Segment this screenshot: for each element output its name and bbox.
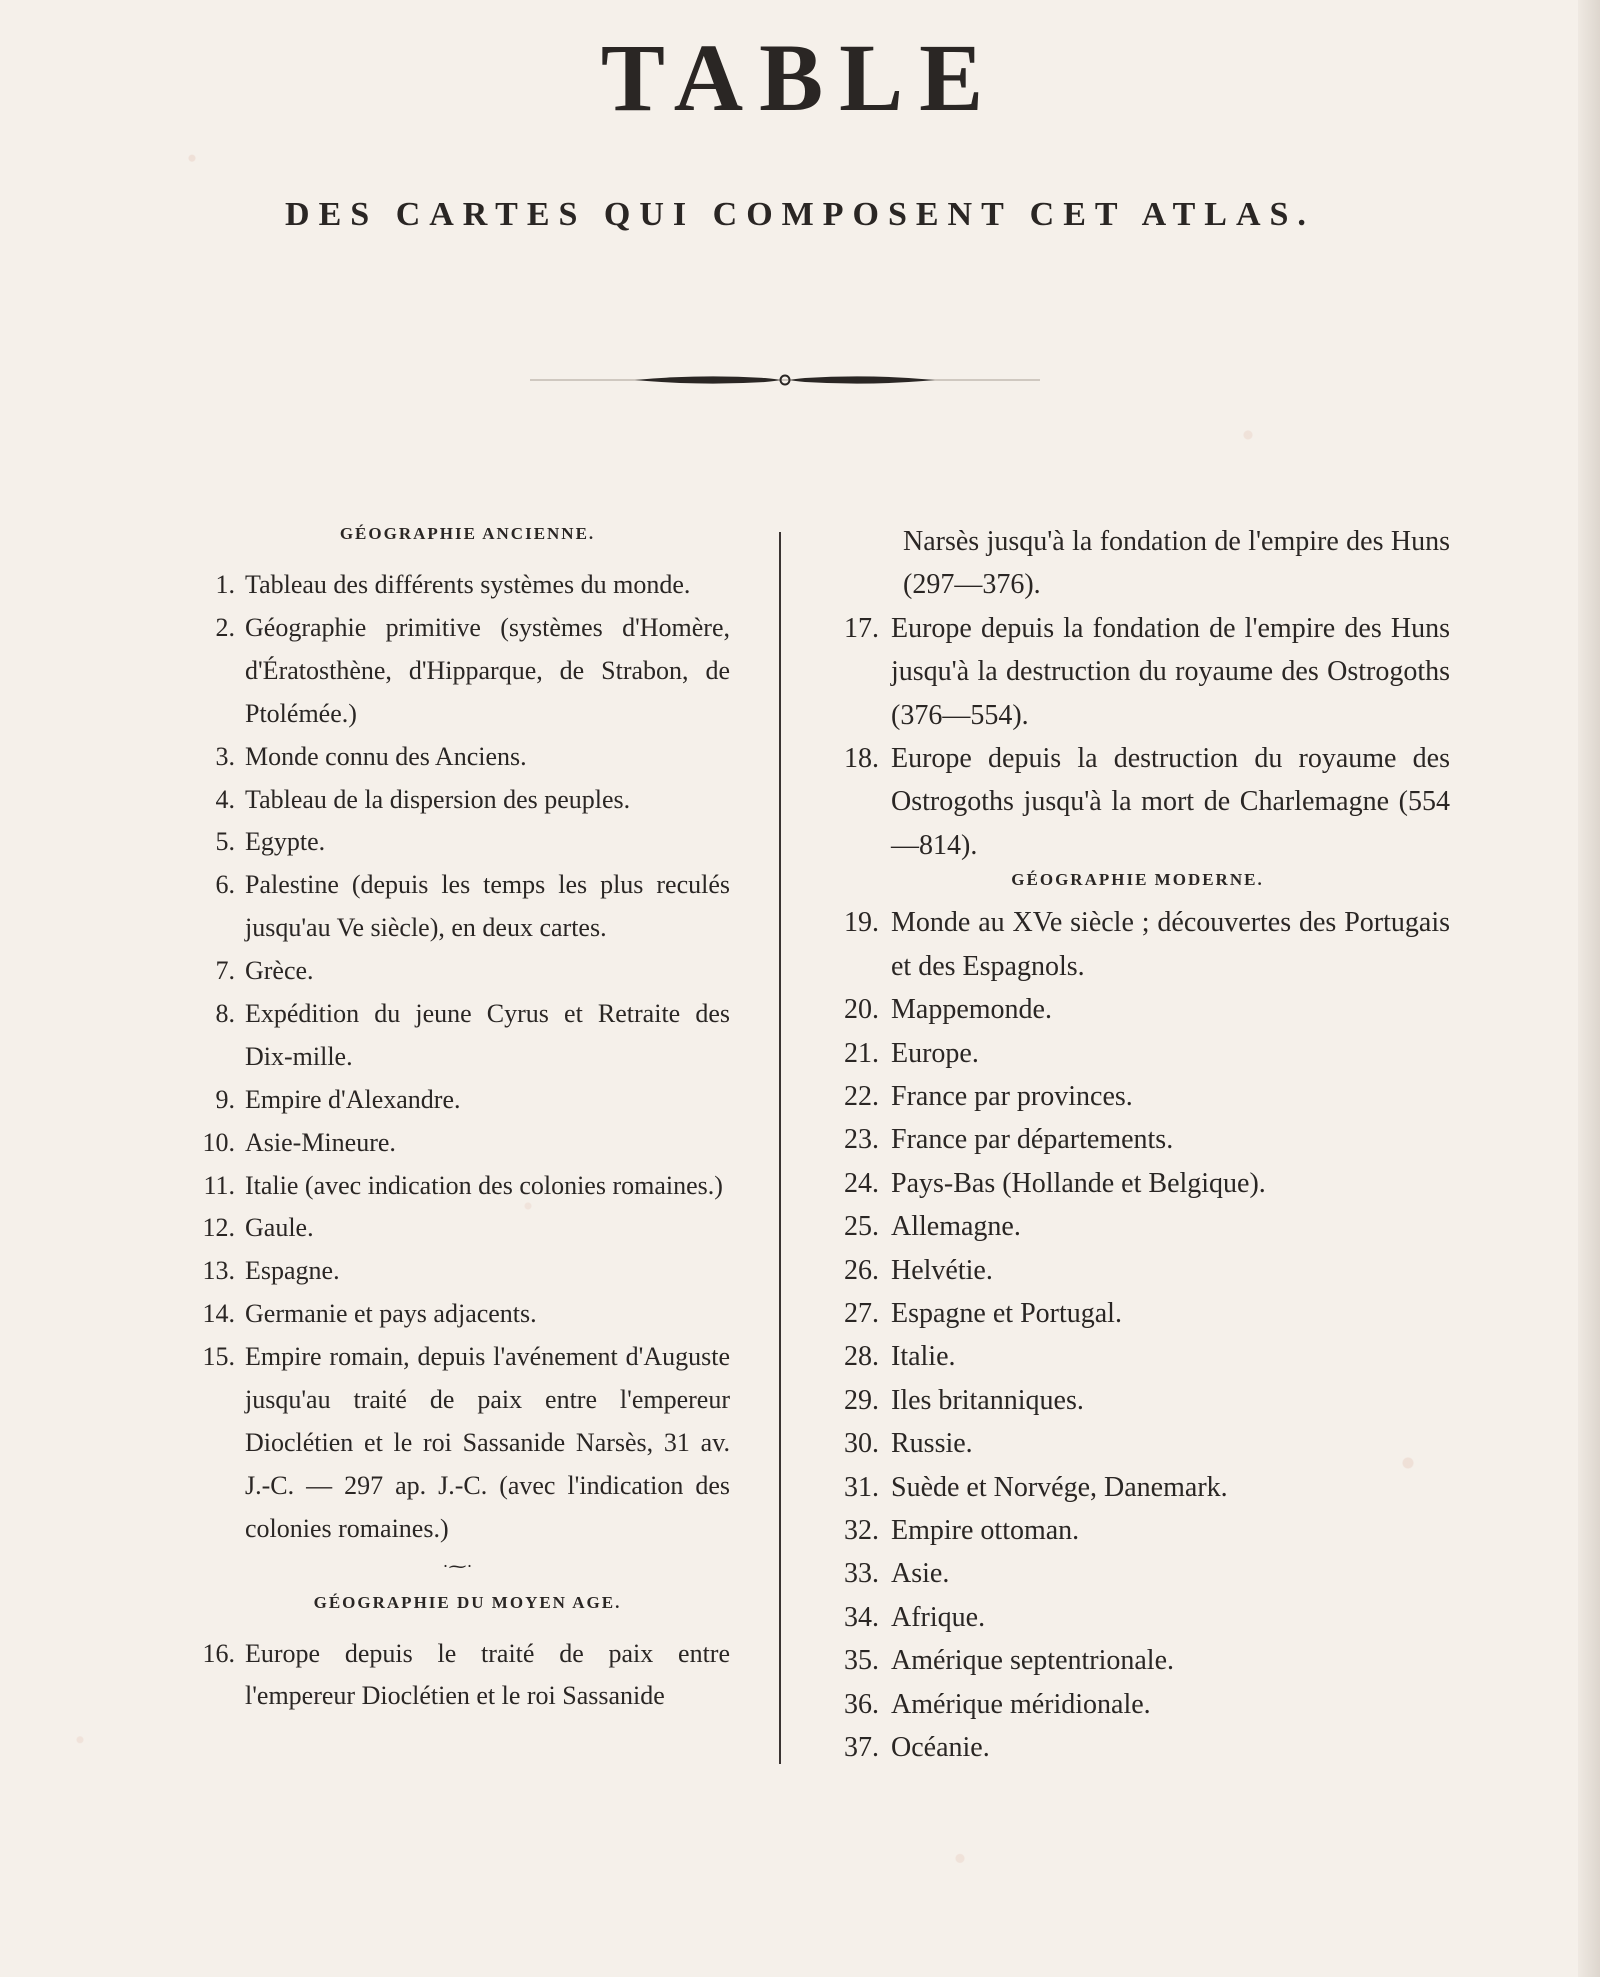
entry-number: 23. bbox=[844, 1124, 879, 1156]
entry-text: Palestine (depuis les temps les plus reculés jusqu'au Ve siècle), en deux cartes. bbox=[245, 870, 730, 943]
list-item bbox=[185, 821, 730, 864]
list-item bbox=[825, 1422, 1450, 1465]
entry-text: France par provinces. bbox=[891, 1081, 1133, 1113]
entry-text: Pays-Bas (Hollande et Belgique). bbox=[891, 1167, 1266, 1199]
list-item bbox=[185, 950, 730, 993]
entry-number: 17. bbox=[844, 612, 879, 644]
entry-number: 1. bbox=[215, 570, 235, 600]
entry-number: 20. bbox=[844, 994, 879, 1026]
list-item bbox=[825, 1162, 1450, 1205]
list-item bbox=[185, 1165, 730, 1208]
entry-text: Mappemonde. bbox=[891, 994, 1052, 1026]
entry-text: Grèce. bbox=[245, 956, 314, 986]
list-item bbox=[185, 1079, 730, 1122]
modern-list bbox=[825, 901, 1450, 1769]
list-item bbox=[825, 901, 1450, 988]
entry-number: 25. bbox=[844, 1211, 879, 1243]
list-item bbox=[825, 1118, 1450, 1161]
entry-text: Europe depuis la fondation de l'empire des Huns jusqu'à la destruction du royaume des Ostrogoths (376—554). bbox=[891, 612, 1450, 731]
entry-text: Asie. bbox=[891, 1558, 950, 1590]
entry-number: 9. bbox=[215, 1084, 235, 1114]
entry-text: Germanie et pays adjacents. bbox=[245, 1299, 537, 1329]
right-column bbox=[825, 520, 1450, 1769]
entry-text: Afrique. bbox=[891, 1601, 986, 1633]
entry-text: Italie. bbox=[891, 1341, 956, 1373]
page-edge bbox=[1578, 0, 1600, 1977]
ornament-divider bbox=[530, 364, 1040, 394]
entry-text: Gaule. bbox=[245, 1213, 314, 1243]
section-heading-ancient: GÉOGRAPHIE ANCIENNE. bbox=[339, 524, 596, 543]
list-item bbox=[185, 993, 730, 1079]
entry-number: 21. bbox=[844, 1037, 879, 1069]
list-item bbox=[185, 736, 730, 779]
list-item bbox=[825, 1249, 1450, 1292]
entry-number: 30. bbox=[844, 1428, 879, 1460]
list-item bbox=[825, 1726, 1450, 1769]
entry-number: 11. bbox=[203, 1170, 235, 1200]
entry-number: 12. bbox=[202, 1213, 235, 1243]
column-divider bbox=[779, 532, 781, 1764]
list-item bbox=[185, 1207, 730, 1250]
entry-text: Iles britanniques. bbox=[891, 1384, 1084, 1416]
entry-text: Tableau de la dispersion des peuples. bbox=[245, 784, 631, 814]
entry-number: 15. bbox=[202, 1342, 235, 1372]
entry-text: Europe depuis le traité de paix entre l'empereur Dioclétien et le roi Sassanide bbox=[245, 1638, 730, 1711]
entry-text: Monde au XVe siècle ; découvertes des Portugais et des Espagnols. bbox=[891, 907, 1450, 982]
list-item bbox=[825, 1379, 1450, 1422]
entry-text: Asie-Mineure. bbox=[245, 1127, 396, 1157]
list-item bbox=[825, 988, 1450, 1031]
list-item bbox=[825, 1509, 1450, 1552]
entry-text: France par départements. bbox=[891, 1124, 1174, 1156]
list-item bbox=[185, 1633, 730, 1719]
entry-number: 2. bbox=[215, 612, 235, 642]
section-heading-middle-ages: GÉOGRAPHIE DU MOYEN AGE. bbox=[313, 1592, 622, 1612]
entry-number: 3. bbox=[215, 741, 235, 771]
entry-text: Suède et Norvége, Danemark. bbox=[891, 1471, 1228, 1503]
entry-number: 34. bbox=[844, 1601, 879, 1633]
list-item bbox=[185, 607, 730, 736]
entry-number: 14. bbox=[202, 1299, 235, 1329]
ancient-list bbox=[185, 564, 730, 1550]
entry-number: 13. bbox=[202, 1256, 235, 1286]
entry-number: 32. bbox=[844, 1514, 879, 1546]
list-item bbox=[825, 607, 1450, 737]
entry-number: 33. bbox=[844, 1558, 879, 1590]
entry-text: Espagne et Portugal. bbox=[891, 1297, 1122, 1329]
entry-text: Allemagne. bbox=[891, 1211, 1021, 1243]
middle-ages-list bbox=[825, 607, 1450, 867]
list-item bbox=[825, 1596, 1450, 1639]
entry-text: Italie (avec indication des colonies romaines.) bbox=[245, 1170, 723, 1200]
entry-number: 5. bbox=[215, 827, 235, 857]
entry-number: 7. bbox=[215, 956, 235, 986]
entry-text: Russie. bbox=[891, 1428, 973, 1460]
entry-text: Monde connu des Anciens. bbox=[245, 741, 527, 771]
list-item bbox=[185, 1122, 730, 1165]
entry-number: 29. bbox=[844, 1384, 879, 1416]
list-item bbox=[825, 1335, 1450, 1378]
entry-text: Géographie primitive (systèmes d'Homère, d'Ératosthène, d'Hipparque, de Strabon, de Ptolémée.) bbox=[245, 612, 730, 728]
entry-text: Europe depuis la destruction du royaume des Ostrogoths jusqu'à la mort de Charlemagne (554—814). bbox=[891, 742, 1450, 861]
entry-number: 24. bbox=[844, 1167, 879, 1199]
list-item bbox=[825, 1032, 1450, 1075]
entry-text: Océanie. bbox=[891, 1731, 990, 1763]
entry-number: 36. bbox=[844, 1688, 879, 1720]
list-item bbox=[825, 1683, 1450, 1726]
list-item bbox=[185, 779, 730, 822]
entry-number: 19. bbox=[844, 907, 879, 939]
list-item bbox=[825, 737, 1450, 867]
entry-number: 16. bbox=[202, 1638, 235, 1668]
entry-number: 28. bbox=[844, 1341, 879, 1373]
left-column bbox=[185, 520, 730, 1718]
entry-text: Europe. bbox=[891, 1037, 979, 1069]
section-heading-modern: GÉOGRAPHIE MODERNE. bbox=[1011, 870, 1264, 890]
list-item bbox=[825, 1075, 1450, 1118]
entry-text: Amérique méridionale. bbox=[891, 1688, 1151, 1720]
page-subtitle: DES CARTES QUI COMPOSENT CET ATLAS. bbox=[285, 196, 1315, 233]
entry-number: 35. bbox=[844, 1645, 879, 1677]
entry-text: Empire romain, depuis l'avénement d'Auguste jusqu'au traité de paix entre l'empereur Dioclétien et le roi Sassanide Narsès, 31 av. J.-C. — 297 ap. J.-C. (avec l'indication des colonies romaines.) bbox=[245, 1342, 730, 1543]
entry-text: Egypte. bbox=[245, 827, 326, 857]
small-ornament: ·⁓· bbox=[442, 1555, 473, 1576]
entry-number: 26. bbox=[844, 1254, 879, 1286]
list-item bbox=[185, 1250, 730, 1293]
entry-number: 22. bbox=[844, 1081, 879, 1113]
list-item bbox=[185, 564, 730, 607]
entry-continuation: Narsès jusqu'à la fondation de l'empire des Huns (297—376). bbox=[903, 526, 1450, 601]
entry-text: Helvétie. bbox=[891, 1254, 993, 1286]
entry-text: Empire ottoman. bbox=[891, 1514, 1080, 1546]
list-item bbox=[185, 1293, 730, 1336]
entry-text: Empire d'Alexandre. bbox=[245, 1084, 461, 1114]
entry-number: 6. bbox=[215, 870, 235, 900]
entry-text: Tableau des différents systèmes du monde. bbox=[245, 570, 691, 600]
entry-text: Expédition du jeune Cyrus et Retraite des Dix-mille. bbox=[245, 998, 730, 1071]
entry-number: 4. bbox=[215, 784, 235, 814]
entry-text: Amérique septentrionale. bbox=[891, 1645, 1175, 1677]
entry-number: 27. bbox=[844, 1297, 879, 1329]
list-item bbox=[825, 1466, 1450, 1509]
entry-number: 18. bbox=[844, 742, 879, 774]
list-item bbox=[185, 1336, 730, 1550]
entry-text: Espagne. bbox=[245, 1256, 340, 1286]
entry-number: 37. bbox=[844, 1731, 879, 1763]
entry-number: 10. bbox=[202, 1127, 235, 1157]
list-item bbox=[825, 1205, 1450, 1248]
list-item bbox=[825, 1552, 1450, 1595]
list-item bbox=[825, 1639, 1450, 1682]
page-title: TABLE bbox=[600, 24, 1000, 131]
list-item bbox=[185, 864, 730, 950]
entry-number: 31. bbox=[844, 1471, 879, 1503]
list-item bbox=[825, 1292, 1450, 1335]
entry-number: 8. bbox=[215, 998, 235, 1028]
